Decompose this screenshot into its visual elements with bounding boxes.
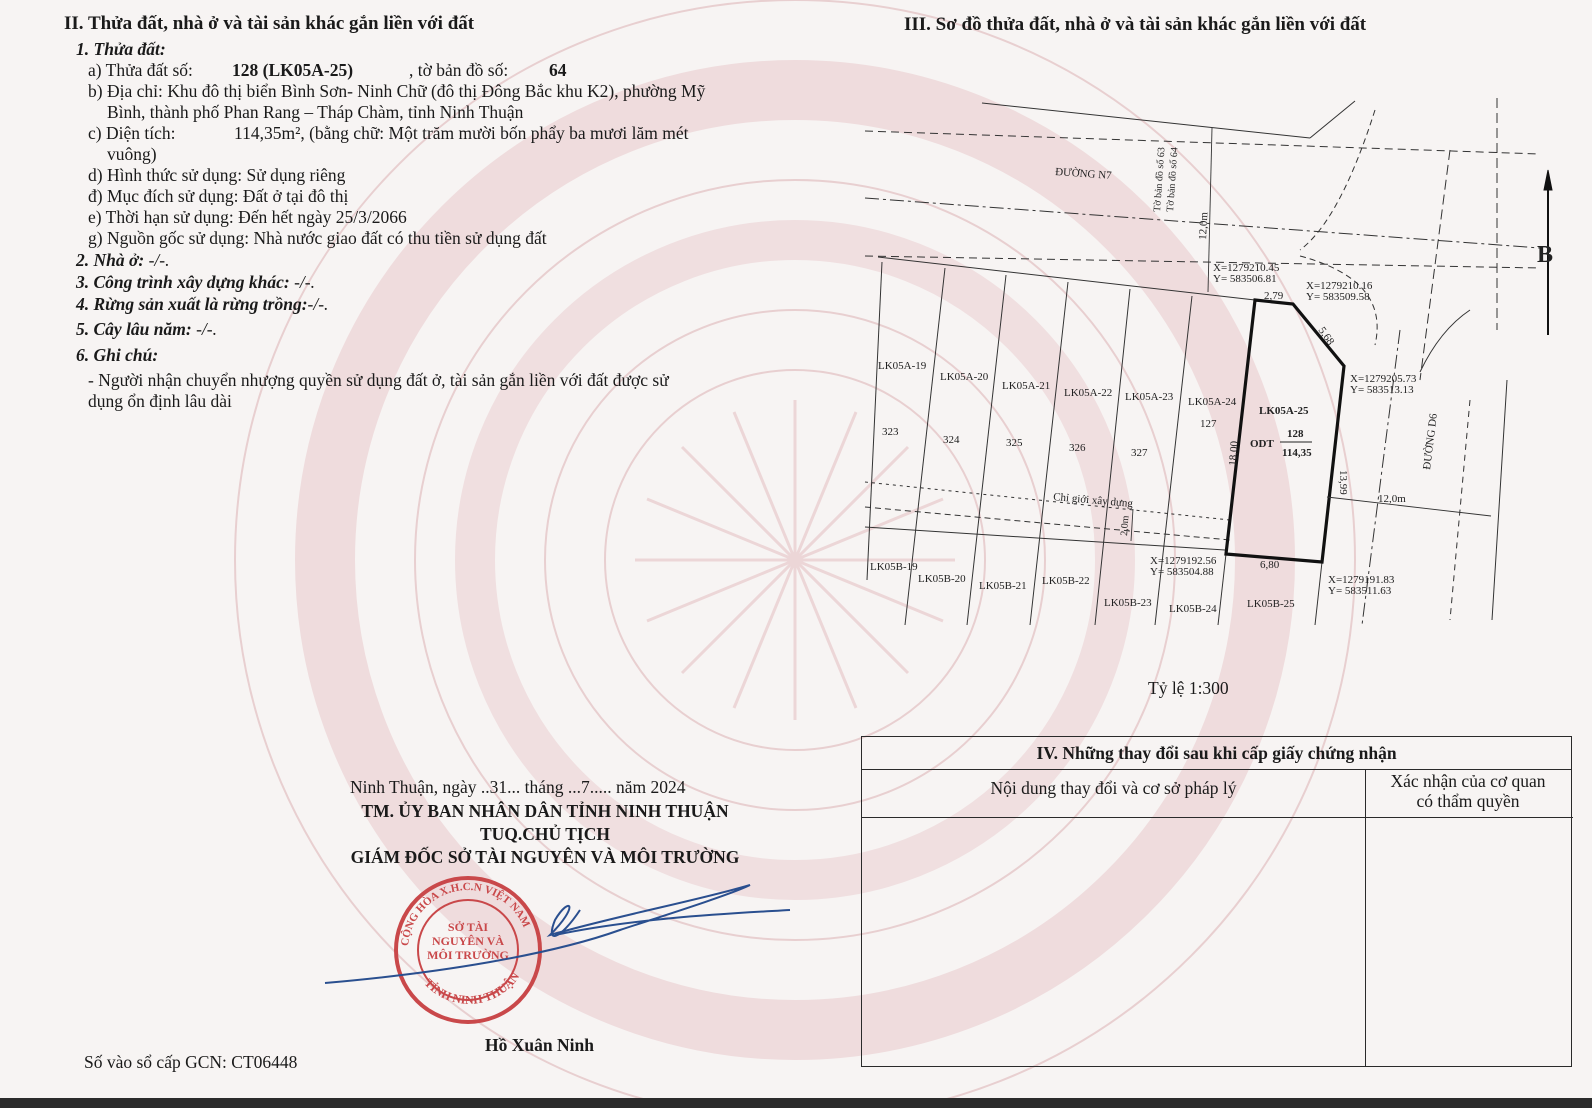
lot-div-3 [967,275,1006,625]
area-label: c) Diện tích: [88,123,176,143]
col-content-header [862,770,1365,818]
usage-purpose: đ) Mục đích sử dụng: Đất ở tại đô thị [88,186,349,206]
map-sheet-number: 64 [549,60,567,80]
parcel-id: LK05A-25 [1259,405,1309,417]
land-plot-diagram [855,85,1555,725]
stamp-and-signature [320,875,800,1035]
usage-term: e) Thời hạn sử dụng: Đến hết ngày 25/3/2066 [88,207,407,227]
area-value: 114,35m², (bằng chữ: Một trăm mười bốn phẩy ba mươi lăm mét [234,123,689,143]
perennial-label: 5. Cây lâu năm: [76,319,192,339]
signature-stroke [325,885,790,983]
area-line2: vuông) [107,144,157,164]
org-line1: TM. ỦY BAN NHÂN DÂN TỈNH NINH THUẬN [361,801,729,821]
place-date: Ninh Thuận, ngày ..31... tháng ...7..... năm 2024 [350,777,686,797]
land-heading: 1. Thửa đất: [76,39,166,59]
neighbor-a-23-number: 327 [1131,447,1148,459]
stamp-bottom-text: TỈNH NINH THUẬN [421,969,523,1007]
column-separator [1365,770,1366,1067]
neighbor-a-22-number: 326 [1069,442,1086,454]
neighbor-b-23: LK05B-23 [1104,597,1152,609]
scale-label: Tỷ lệ 1:300 [1148,678,1229,698]
lot-row-bottom [865,527,1225,550]
stamp-ring-text: CỘNG HÒA X.H.C.N VIỆT NAM [399,880,533,947]
road-n7-dash-2 [865,256,1540,268]
setback-line-1 [865,482,1230,520]
usage-origin: g) Nguồn gốc sử dụng: Nhà nước giao đất có thu tiền sử dụng đất [88,228,547,248]
section-iii-title: III. Sơ đồ thửa đất, nhà ở và tài sản khác gắn liền với đất [904,14,1367,35]
neighbor-b-19: LK05B-19 [870,561,918,573]
coord-p5-y: Y= 583511.63 [1328,585,1392,597]
neighbor-a-20-label: LK05A-20 [940,371,989,383]
perennial-value: -/-. [191,319,217,339]
parcel-usage: ODT [1250,438,1274,450]
edge-top: 2,79 [1264,290,1284,302]
address-line2: Bình, thành phố Phan Rang – Tháp Chàm, tỉnh Ninh Thuận [107,102,524,122]
map-sheet-63-label: Tờ bản đồ số 63 [1152,146,1168,213]
coord-p3-y: Y= 583513.13 [1350,384,1414,396]
lot-div-5 [1095,289,1130,625]
road-lines [865,98,1540,625]
neighbor-a-22-label: LK05A-22 [1064,387,1113,399]
neighbor-a-23-label: LK05A-23 [1125,391,1174,403]
section-iv-title: IV. Những thay đổi sau khi cấp giấy chứng nhận [1036,743,1397,763]
perennial-row [76,319,217,340]
setback-line-2 [865,507,1230,540]
map-sheet-64-label: Tờ bản đồ số 64 [1165,146,1181,213]
edge-right: 13,99 [1337,470,1349,495]
forest-value: -/-. [307,294,329,314]
address-line1: b) Địa chỉ: Khu đô thị biển Bình Sơn- Ninh Chữ (đô thị Đông Bắc khu K2), phường Mỹ [88,81,706,101]
neighbor-a-19-number: 323 [882,426,899,438]
house-value: -/-. [144,250,170,270]
road-n7-dash-1 [865,131,1540,154]
edge-left: 18,00 [1227,440,1241,467]
coord-p1-x: X=1279210.45 [1213,262,1280,274]
other-construction-row [76,272,315,293]
edge-chamfer: 5,68 [1315,324,1337,348]
neighbor-b-20: LK05B-20 [918,573,966,585]
neighbor-a-24-label: LK05A-24 [1188,396,1237,408]
neighbor-a-21-label: LK05A-21 [1002,380,1051,392]
neighbor-b-22: LK05B-22 [1042,575,1090,587]
registry-number: Số vào sổ cấp GCN: CT06448 [84,1052,298,1072]
lot-div-1 [867,262,882,580]
lot-div-8 [1315,562,1322,625]
road-d6-edge-3 [1450,400,1470,620]
neighbor-a-21-number: 325 [1006,437,1023,449]
stamp-center-text: SỞ TÀI NGUYÊN VÀ MÔI TRƯỜNG [427,920,509,962]
dim-d6-width [1327,497,1491,516]
col-content-label: Nội dung thay đổi và cơ sở pháp lý [990,778,1237,798]
notes-line2: dụng ổn định lâu dài [88,391,232,411]
dim-n7-width [1208,128,1212,292]
road-n7-width: 12,0m [1197,211,1211,241]
house-label: 2. Nhà ở: [76,250,145,270]
changes-table-header [862,737,1571,770]
changes-table [861,736,1572,1067]
dim-setback [1131,509,1133,541]
coord-p2-y: Y= 583509.58 [1306,291,1370,303]
coord-p4-y: Y= 583504.88 [1150,566,1214,578]
coord-p4-x: X=1279192.56 [1150,555,1217,567]
north-letter: B [1537,242,1554,268]
lot-div-7 [1218,554,1226,625]
edge-bottom: 6,80 [1260,559,1280,571]
setback-width: 2,0m [1119,515,1132,537]
bottom-edge-bar [0,1098,1592,1108]
lot-div-4 [1030,282,1068,625]
road-n7-label: ĐƯỜNG N7 [1054,166,1113,182]
parcel-label: a) Thửa đất số: [88,60,193,80]
org-line3: GIÁM ĐỐC SỞ TÀI NGUYÊN VÀ MÔI TRƯỜNG [350,847,740,867]
road-d6-width: 12,0m [1378,493,1406,505]
neighbor-b-25: LK05B-25 [1247,598,1295,610]
notes-label: 6. Ghi chú: [76,345,159,365]
org-line2: TUQ.CHỦ TỊCH [480,824,610,844]
col-confirm-line1: Xác nhận của cơ quan [1390,771,1546,791]
section-ii-title: II. Thửa đất, nhà ở và tài sản khác gắn liền với đất [64,13,475,34]
road-d6-east-edge [1492,380,1507,620]
coord-p1-y: Y= 583506.81 [1213,273,1277,285]
parcel-number: 128 [1287,428,1304,440]
notes-line1: - Người nhận chuyển nhượng quyền sử dụng đất ở, tài sản gắn liền với đất được sử [88,370,669,390]
road-n7-edge-top [982,103,1310,138]
col-confirm-header [1365,770,1573,818]
neighbor-a-20-number: 324 [943,434,960,446]
forest-row [76,294,328,315]
house-row [76,250,170,271]
setback-label: Chỉ giới xây dựng [1052,491,1134,510]
dimension-lines [1131,128,1491,541]
other-construction-value: -/-. [289,272,315,292]
other-construction-label: 3. Công trình xây dựng khác: [76,272,290,292]
neighbor-a-24-number: 127 [1200,418,1217,430]
coord-p2-x: X=1279210.16 [1306,280,1373,292]
parcel-number: 128 (LK05A-25) [232,60,354,80]
neighbor-b-24: LK05B-24 [1169,603,1217,615]
road-d6-label: ĐƯỜNG D6 [1421,412,1440,471]
col-confirm-line2: có thẩm quyền [1416,791,1520,811]
signer-name: Hồ Xuân Ninh [485,1035,594,1055]
road-n7-corner [1310,101,1355,138]
parcel-area: 114,35 [1282,447,1312,459]
road-ne-curve [1300,110,1375,250]
official-stamp [396,878,540,1022]
neighbor-a-19-label: LK05A-19 [878,360,927,372]
forest-label: 4. Rừng sản xuất là rừng trồng: [76,294,308,314]
coord-p3-x: X=1279205.73 [1350,373,1417,385]
neighbor-b-21: LK05B-21 [979,580,1027,592]
map-sheet-label: , tờ bản đồ số: [409,60,509,80]
coord-p5-x: X=1279191.83 [1328,574,1395,586]
usage-form: d) Hình thức sử dụng: Sử dụng riêng [88,165,346,185]
